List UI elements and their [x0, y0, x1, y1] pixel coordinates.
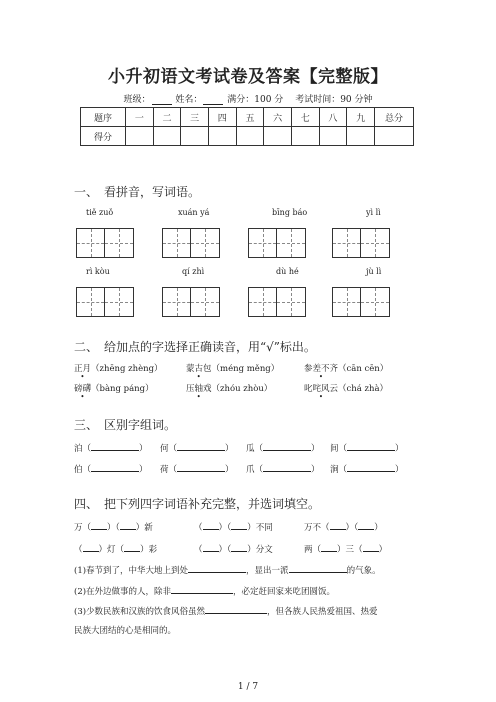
idiom-item: （ ）灯（ ）彩 [74, 542, 157, 555]
idiom-item: （ ）（ ）分文 [194, 542, 273, 555]
answer-blank[interactable] [177, 441, 225, 451]
score-input[interactable] [319, 127, 347, 146]
writing-grid[interactable] [162, 287, 220, 317]
pinyin-label: xuán yá [178, 208, 210, 217]
writing-grid[interactable] [162, 228, 220, 258]
section-2-title: 二、 给加点的字选择正确读音，用“√”标出。 [74, 340, 316, 354]
answer-blank[interactable] [91, 441, 139, 451]
pinyin-label: tiě zuǒ [86, 208, 114, 217]
idiom-text: 新 [144, 523, 153, 533]
word: 正月 [74, 364, 92, 374]
idiom-item: 万不（ ）（ ） [304, 520, 383, 533]
pinyin-label: rì kòu [86, 267, 110, 276]
char: 间 [330, 444, 339, 454]
score-cell: 四 [208, 108, 236, 127]
reading-options[interactable]: （bàng páng） [91, 384, 154, 394]
idiom-text: 分文 [255, 545, 273, 555]
char: 涧 [330, 465, 339, 475]
reading-item [304, 382, 388, 394]
answer-blank[interactable] [203, 542, 219, 552]
word: 参差不齐 [304, 364, 339, 374]
word: 蒙古包 [186, 364, 212, 374]
answer-blank[interactable] [124, 542, 140, 552]
score-table-header [81, 108, 414, 127]
char: 伯 [74, 465, 83, 475]
char-item: 伯（ ） [74, 462, 148, 475]
score-input[interactable] [291, 127, 319, 146]
idiom-item: 万（ ）（ ）新 [74, 520, 153, 533]
q-text: ，显出一派 [246, 566, 289, 576]
score-input[interactable] [181, 127, 209, 146]
score-cell: 九 [347, 108, 375, 127]
answer-blank[interactable] [231, 542, 247, 552]
reading-item [74, 362, 163, 374]
score-cell: 六 [264, 108, 292, 127]
exam-info [0, 92, 496, 105]
score-cell: 二 [153, 108, 181, 127]
char: 荷 [160, 465, 169, 475]
answer-blank[interactable] [120, 520, 136, 530]
score-cell: 七 [291, 108, 319, 127]
score-input[interactable] [236, 127, 264, 146]
idiom-text: 两 [304, 545, 313, 555]
reading-item [304, 362, 388, 374]
answer-blank[interactable] [188, 563, 246, 573]
answer-blank[interactable] [263, 441, 311, 451]
score-input[interactable] [264, 127, 292, 146]
score-cell: 三 [181, 108, 209, 127]
answer-blank[interactable] [358, 520, 374, 530]
reading-options[interactable]: （chá zhà） [338, 384, 389, 394]
pinyin-label: yì lì [366, 208, 381, 217]
class-blank[interactable] [152, 95, 172, 105]
exam-time: 考试时间：90 分钟 [295, 95, 373, 105]
question-3 [74, 604, 378, 617]
answer-blank[interactable] [347, 441, 395, 451]
score-cell: 题序 [81, 108, 126, 127]
char-item: 荷（ ） [160, 462, 234, 475]
score-input[interactable] [126, 127, 154, 146]
reading-options[interactable]: （zhóu zhòu） [211, 384, 273, 394]
answer-blank[interactable] [91, 462, 139, 472]
section-1-title: 一、 看拼音，写词语。 [74, 185, 201, 199]
name-blank[interactable] [203, 95, 223, 105]
char: 何 [160, 444, 169, 454]
score-cell: 五 [236, 108, 264, 127]
pinyin-label: jù lì [366, 267, 382, 276]
answer-blank[interactable] [171, 584, 233, 594]
writing-grid[interactable] [332, 228, 390, 258]
answer-blank[interactable] [289, 563, 347, 573]
full-score: 满分：100 分 [227, 95, 284, 105]
writing-grid[interactable] [332, 287, 390, 317]
char: 瓜 [246, 444, 255, 454]
char-item: 泊（ ） [74, 441, 148, 454]
answer-blank[interactable] [91, 520, 107, 530]
reading-options[interactable]: （zhēng zhèng） [91, 364, 163, 374]
score-cell: 一 [126, 108, 154, 127]
word: 叱咤风云 [304, 384, 339, 394]
page-number: 1 / 7 [237, 682, 259, 692]
class-label: 班级： [123, 95, 151, 105]
word: 磅礴 [74, 384, 92, 394]
char-item: 何（ ） [160, 441, 234, 454]
question-2 [74, 584, 335, 597]
answer-blank[interactable] [363, 542, 379, 552]
score-cell: 总分 [375, 108, 414, 127]
idiom-text: 灯 [107, 545, 116, 555]
char: 泊 [74, 444, 83, 454]
reading-item [74, 382, 154, 394]
writing-grid[interactable] [76, 228, 134, 258]
answer-blank[interactable] [83, 542, 99, 552]
pinyin-label: qí zhì [182, 267, 205, 276]
q-text: 的气象。 [346, 566, 381, 576]
pinyin-label: bīng báo [272, 208, 308, 217]
reading-item [186, 362, 279, 374]
score-input[interactable] [208, 127, 236, 146]
q-text: ，但各族人民热爱祖国、热爱 [267, 607, 378, 617]
question-3-cont: 民族大团结的心是相同的。 [74, 626, 177, 636]
q-text: (3)少数民族和汉族的饮食风俗虽然 [74, 607, 206, 617]
writing-grid[interactable] [248, 287, 306, 317]
reading-item [186, 382, 272, 394]
score-table-row [81, 127, 414, 146]
idiom-text: 万不 [304, 523, 322, 533]
answer-blank[interactable] [203, 520, 219, 530]
answer-blank[interactable] [205, 604, 267, 614]
score-row-label: 得分 [81, 127, 126, 146]
answer-blank[interactable] [330, 520, 346, 530]
score-table [80, 107, 414, 146]
question-1 [74, 563, 381, 576]
char-item: 间（ ） [330, 441, 404, 454]
section-4-title: 四、 把下列四字词语补充完整，并选词填空。 [74, 497, 321, 511]
reading-options[interactable]: （cān cēn） [338, 364, 389, 374]
writing-grid[interactable] [76, 287, 134, 317]
q-text: (1)春节到了，中华大地上到处 [74, 566, 189, 576]
score-input[interactable] [347, 127, 375, 146]
idiom-text: 三 [345, 545, 355, 555]
answer-blank[interactable] [321, 542, 337, 552]
q-text: ，必定赶回家来吃团圆饭。 [233, 587, 336, 597]
char: 爪 [246, 465, 255, 475]
idiom-text: 彩 [148, 545, 158, 555]
score-input[interactable] [375, 127, 414, 146]
section-3-title: 三、 区别字组词。 [74, 418, 177, 432]
char-item: 涧（ ） [330, 462, 404, 475]
score-input[interactable] [153, 127, 181, 146]
name-label: 姓名： [175, 95, 203, 105]
answer-blank[interactable] [263, 462, 311, 472]
q-text: (2)在外边做事的人，除非 [74, 587, 172, 597]
answer-blank[interactable] [231, 520, 247, 530]
idiom-text: 不同 [255, 523, 273, 533]
char-item: 爪（ ） [246, 462, 320, 475]
word: 压轴戏 [186, 384, 212, 394]
char-item: 瓜（ ） [246, 441, 320, 454]
idiom-item: 两（ ）三（ ） [304, 542, 387, 555]
answer-blank[interactable] [347, 462, 395, 472]
idiom-item: （ ）（ ）不同 [194, 520, 273, 533]
score-cell: 八 [319, 108, 347, 127]
writing-grid[interactable] [248, 228, 306, 258]
pinyin-label: dù hé [276, 267, 299, 276]
page-title: 小升初语文考试卷及答案【完整版】 [108, 67, 388, 87]
answer-blank[interactable] [177, 462, 225, 472]
reading-options[interactable]: （méng měng） [211, 364, 280, 374]
